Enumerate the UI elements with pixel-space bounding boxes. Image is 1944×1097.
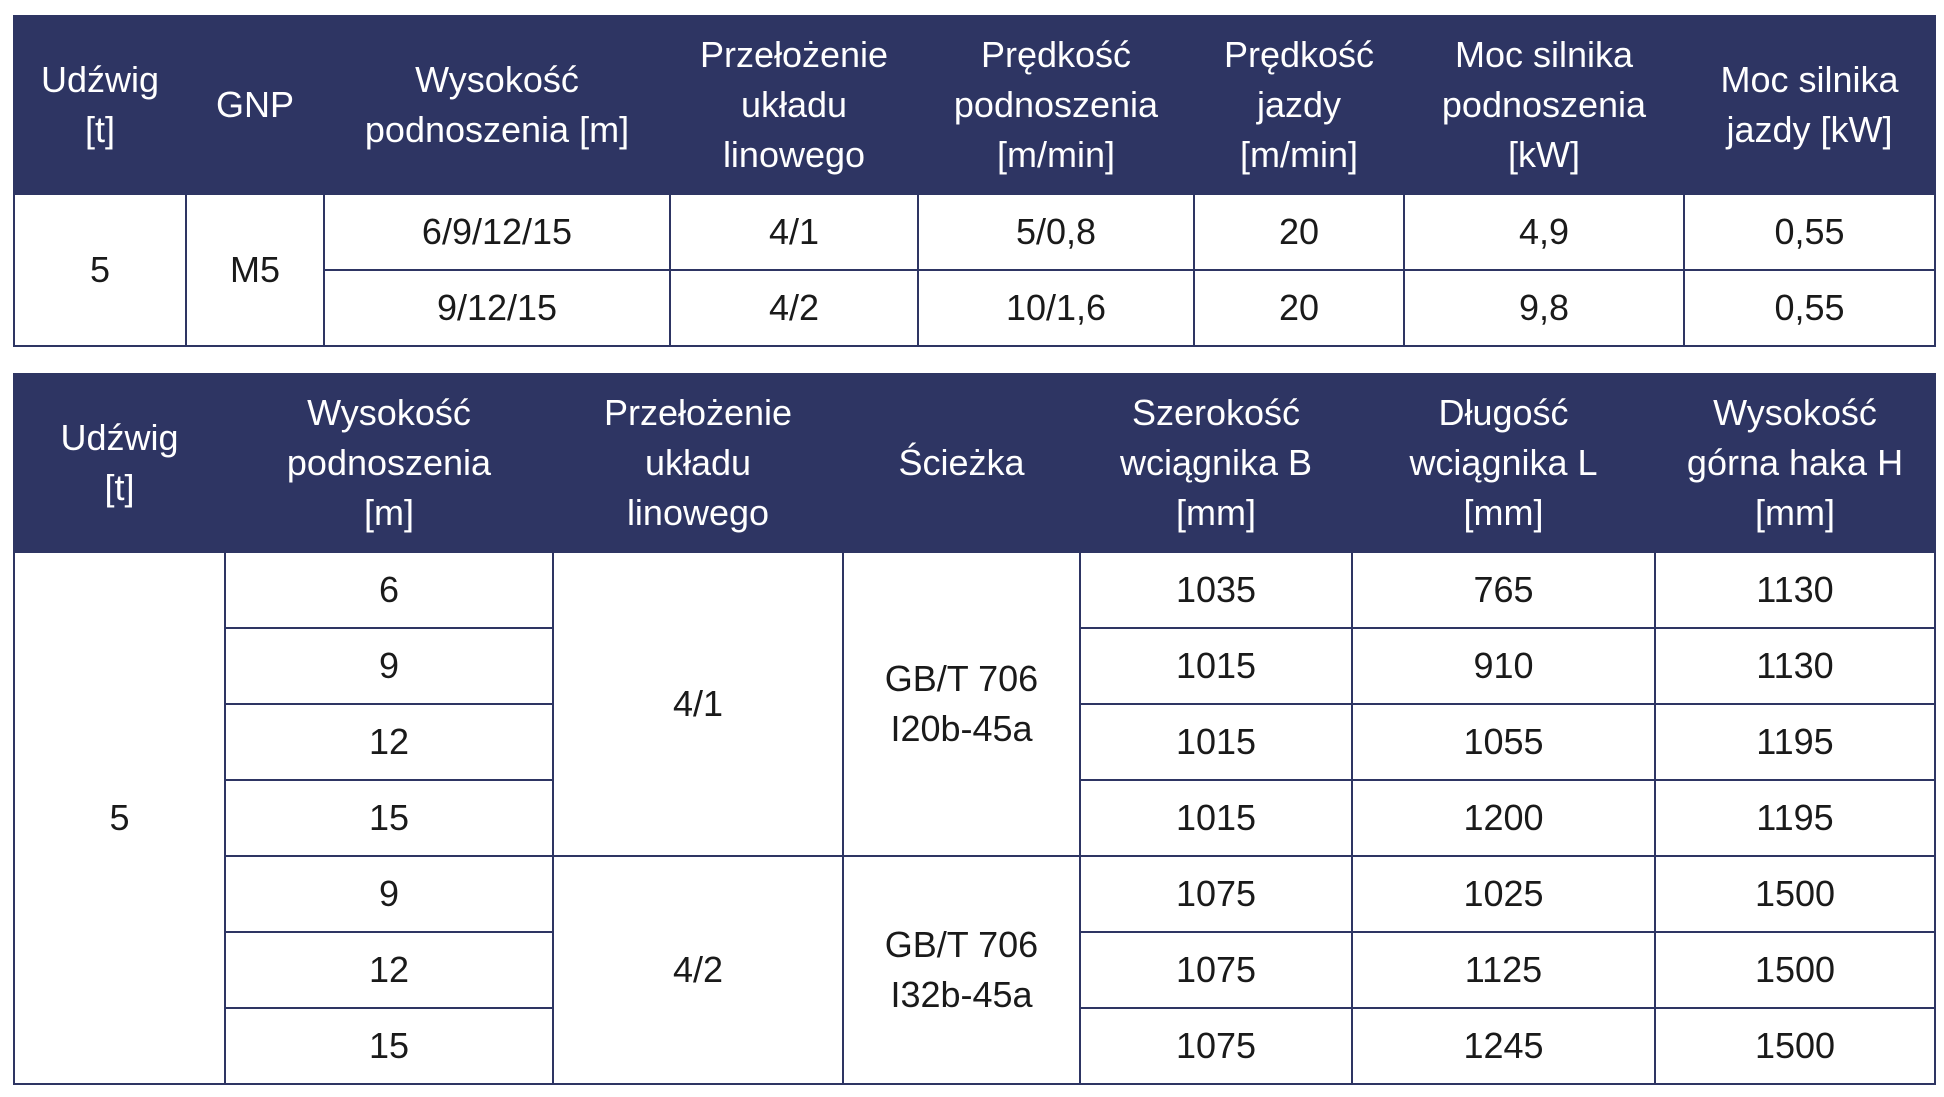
track-cell: GB/T 706 I20b-45a	[843, 552, 1080, 856]
hoist-dimensions-table	[13, 373, 1936, 1085]
length-l-cell: 1200	[1352, 780, 1655, 856]
header-capacity: Udźwig [t]	[14, 16, 186, 194]
header-travel-motor-power: Moc silnika jazdy [kW]	[1684, 16, 1935, 194]
table-row	[14, 194, 1935, 270]
header-width-b: Szerokość wciągnika B [mm]	[1080, 374, 1352, 552]
lift-height-cell: 15	[225, 780, 553, 856]
lift-speed-cell: 5/0,8	[918, 194, 1194, 270]
width-b-cell: 1075	[1080, 932, 1352, 1008]
lift-height-cell: 15	[225, 1008, 553, 1084]
length-l-cell: 1025	[1352, 856, 1655, 932]
travel-speed-cell: 20	[1194, 270, 1404, 346]
width-b-cell: 1035	[1080, 552, 1352, 628]
width-b-cell: 1015	[1080, 780, 1352, 856]
length-l-cell: 910	[1352, 628, 1655, 704]
travel-speed-cell: 20	[1194, 194, 1404, 270]
width-b-cell: 1015	[1080, 704, 1352, 780]
rope-ratio-cell: 4/1	[553, 552, 843, 856]
lift-height-cell: 9	[225, 856, 553, 932]
lift-power-cell: 4,9	[1404, 194, 1684, 270]
rope-ratio-cell: 4/1	[670, 194, 918, 270]
header-rope-ratio: Przełożenie układu linowego	[553, 374, 843, 552]
lift-height-cell: 9/12/15	[324, 270, 670, 346]
hook-height-cell: 1500	[1655, 932, 1935, 1008]
table-header-row	[14, 16, 1935, 194]
header-hook-height-h: Wysokość górna haka H [mm]	[1655, 374, 1935, 552]
table-row	[14, 552, 1935, 628]
lift-power-cell: 9,8	[1404, 270, 1684, 346]
length-l-cell: 1055	[1352, 704, 1655, 780]
travel-power-cell: 0,55	[1684, 270, 1935, 346]
header-capacity: Udźwig [t]	[14, 374, 225, 552]
header-gnp: GNP	[186, 16, 324, 194]
header-track: Ścieżka	[843, 374, 1080, 552]
hook-height-cell: 1500	[1655, 1008, 1935, 1084]
length-l-cell: 1125	[1352, 932, 1655, 1008]
width-b-cell: 1075	[1080, 856, 1352, 932]
lift-height-cell: 6/9/12/15	[324, 194, 670, 270]
header-rope-ratio: Przełożenie układu linowego	[670, 16, 918, 194]
width-b-cell: 1015	[1080, 628, 1352, 704]
hoist-parameters-table	[13, 15, 1936, 347]
lift-height-cell: 9	[225, 628, 553, 704]
hook-height-cell: 1130	[1655, 628, 1935, 704]
hook-height-cell: 1500	[1655, 856, 1935, 932]
header-lift-motor-power: Moc silnika podnoszenia [kW]	[1404, 16, 1684, 194]
header-lift-speed: Prędkość podnoszenia [m/min]	[918, 16, 1194, 194]
hook-height-cell: 1195	[1655, 704, 1935, 780]
length-l-cell: 1245	[1352, 1008, 1655, 1084]
width-b-cell: 1075	[1080, 1008, 1352, 1084]
lift-height-cell: 12	[225, 704, 553, 780]
header-lift-height: Wysokość podnoszenia [m]	[324, 16, 670, 194]
table-header-row	[14, 374, 1935, 552]
header-length-l: Długość wciągnika L [mm]	[1352, 374, 1655, 552]
lift-height-cell: 12	[225, 932, 553, 1008]
header-travel-speed: Prędkość jazdy [m/min]	[1194, 16, 1404, 194]
lift-height-cell: 6	[225, 552, 553, 628]
gnp-cell: M5	[186, 194, 324, 346]
length-l-cell: 765	[1352, 552, 1655, 628]
rope-ratio-cell: 4/2	[670, 270, 918, 346]
table-row	[14, 856, 1935, 932]
track-cell: GB/T 706 I32b-45a	[843, 856, 1080, 1084]
rope-ratio-cell: 4/2	[553, 856, 843, 1084]
header-lift-height: Wysokość podnoszenia [m]	[225, 374, 553, 552]
hook-height-cell: 1195	[1655, 780, 1935, 856]
lift-speed-cell: 10/1,6	[918, 270, 1194, 346]
capacity-cell: 5	[14, 194, 186, 346]
travel-power-cell: 0,55	[1684, 194, 1935, 270]
hook-height-cell: 1130	[1655, 552, 1935, 628]
capacity-cell: 5	[14, 552, 225, 1084]
